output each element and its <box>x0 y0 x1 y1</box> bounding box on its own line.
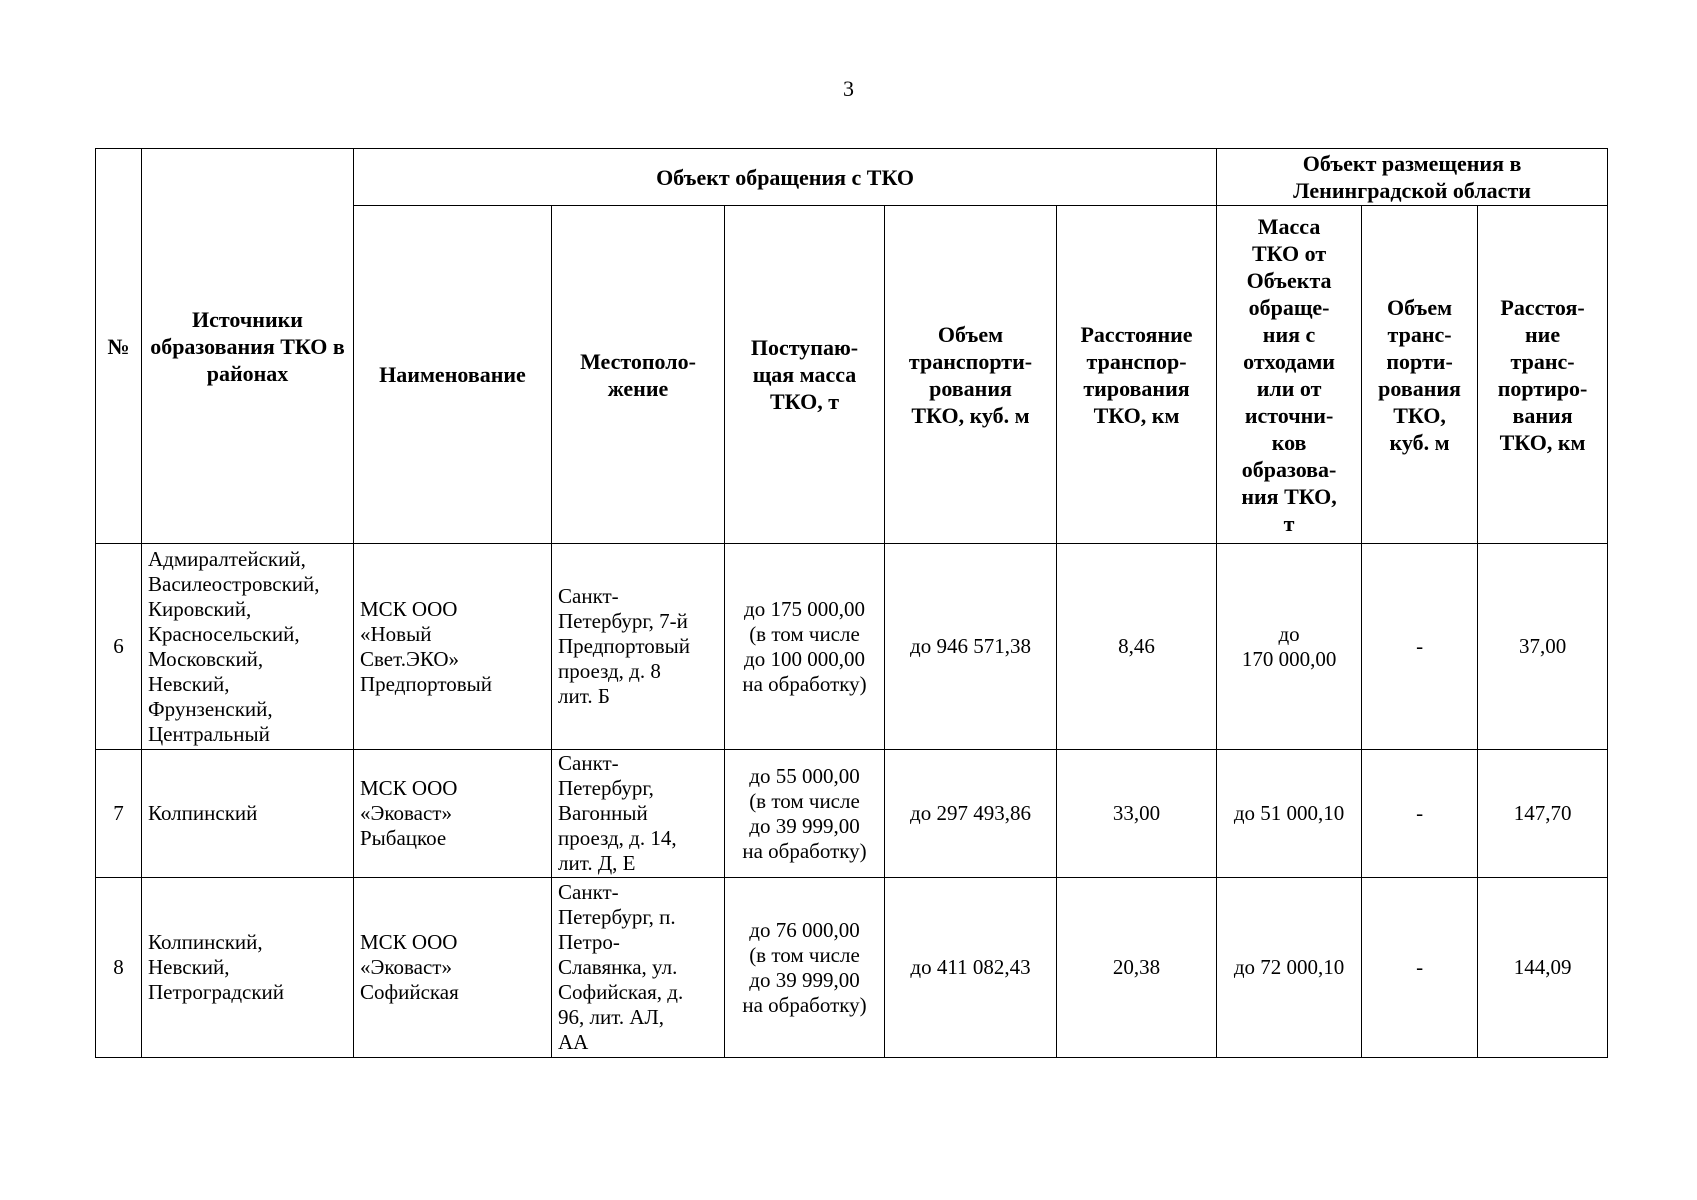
header-transport-volume: Объем транспорти- рования ТКО, куб. м <box>885 206 1057 544</box>
header-group-object: Объект обращения с ТКО <box>354 149 1217 206</box>
cell-incoming-mass: до 76 000,00 (в том числе до 39 999,00 на обработку) <box>725 878 885 1058</box>
cell-placement-volume: - <box>1362 750 1478 878</box>
tko-transport-table <box>95 148 1608 1058</box>
cell-transport-volume: до 411 082,43 <box>885 878 1057 1058</box>
header-group-row <box>96 149 1608 206</box>
header-sources: Источники образования ТКО в районах <box>142 149 354 544</box>
cell-location: Санкт- Петербург, 7-й Предпортовый проезд, д. 8 лит. Б <box>552 544 725 750</box>
cell-sources: Адмиралтейский, Василеостровский, Кировский, Красносельский, Московский, Невский, Фрунзенский, Центральный <box>142 544 354 750</box>
cell-placement-mass: до 170 000,00 <box>1217 544 1362 750</box>
cell-location: Санкт- Петербург, п. Петро- Славянка, ул. Софийская, д. 96, лит. АЛ, АА <box>552 878 725 1058</box>
table-row <box>96 878 1608 1058</box>
cell-placement-distance: 147,70 <box>1478 750 1608 878</box>
cell-incoming-mass: до 55 000,00 (в том числе до 39 999,00 на обработку) <box>725 750 885 878</box>
cell-name: МСК ООО «Новый Свет.ЭКО» Предпортовый <box>354 544 552 750</box>
cell-name: МСК ООО «Эковаст» Рыбацкое <box>354 750 552 878</box>
cell-placement-mass: до 72 000,10 <box>1217 878 1362 1058</box>
cell-placement-distance: 144,09 <box>1478 878 1608 1058</box>
table-row <box>96 750 1608 878</box>
cell-transport-distance: 8,46 <box>1057 544 1217 750</box>
cell-placement-mass: до 51 000,10 <box>1217 750 1362 878</box>
header-location: Местополо- жение <box>552 206 725 544</box>
cell-transport-volume: до 946 571,38 <box>885 544 1057 750</box>
page-number: 3 <box>843 76 854 101</box>
cell-placement-distance: 37,00 <box>1478 544 1608 750</box>
cell-num: 6 <box>96 544 142 750</box>
header-placement-distance: Расстоя- ние транс- портиро- вания ТКО, км <box>1478 206 1608 544</box>
cell-sources: Колпинский <box>142 750 354 878</box>
cell-incoming-mass: до 175 000,00 (в том числе до 100 000,00 на обработку) <box>725 544 885 750</box>
header-placement-mass: Масса ТКО от Объекта обраще- ния с отходами или от источни- ков образова- ния ТКО, т <box>1217 206 1362 544</box>
cell-num: 7 <box>96 750 142 878</box>
cell-sources: Колпинский, Невский, Петроградский <box>142 878 354 1058</box>
cell-placement-volume: - <box>1362 878 1478 1058</box>
cell-placement-volume: - <box>1362 544 1478 750</box>
header-name: Наименование <box>354 206 552 544</box>
header-placement-volume: Объем транс- порти- рования ТКО, куб. м <box>1362 206 1478 544</box>
cell-name: МСК ООО «Эковаст» Софийская <box>354 878 552 1058</box>
header-num: № <box>96 149 142 544</box>
table-row <box>96 544 1608 750</box>
header-group-placement: Объект размещения в Ленинградской области <box>1217 149 1608 206</box>
header-transport-distance: Расстояние транспор- тирования ТКО, км <box>1057 206 1217 544</box>
cell-transport-distance: 33,00 <box>1057 750 1217 878</box>
cell-transport-volume: до 297 493,86 <box>885 750 1057 878</box>
cell-location: Санкт- Петербург, Вагонный проезд, д. 14, лит. Д, Е <box>552 750 725 878</box>
cell-transport-distance: 20,38 <box>1057 878 1217 1058</box>
header-incoming-mass: Поступаю- щая масса ТКО, т <box>725 206 885 544</box>
cell-num: 8 <box>96 878 142 1058</box>
